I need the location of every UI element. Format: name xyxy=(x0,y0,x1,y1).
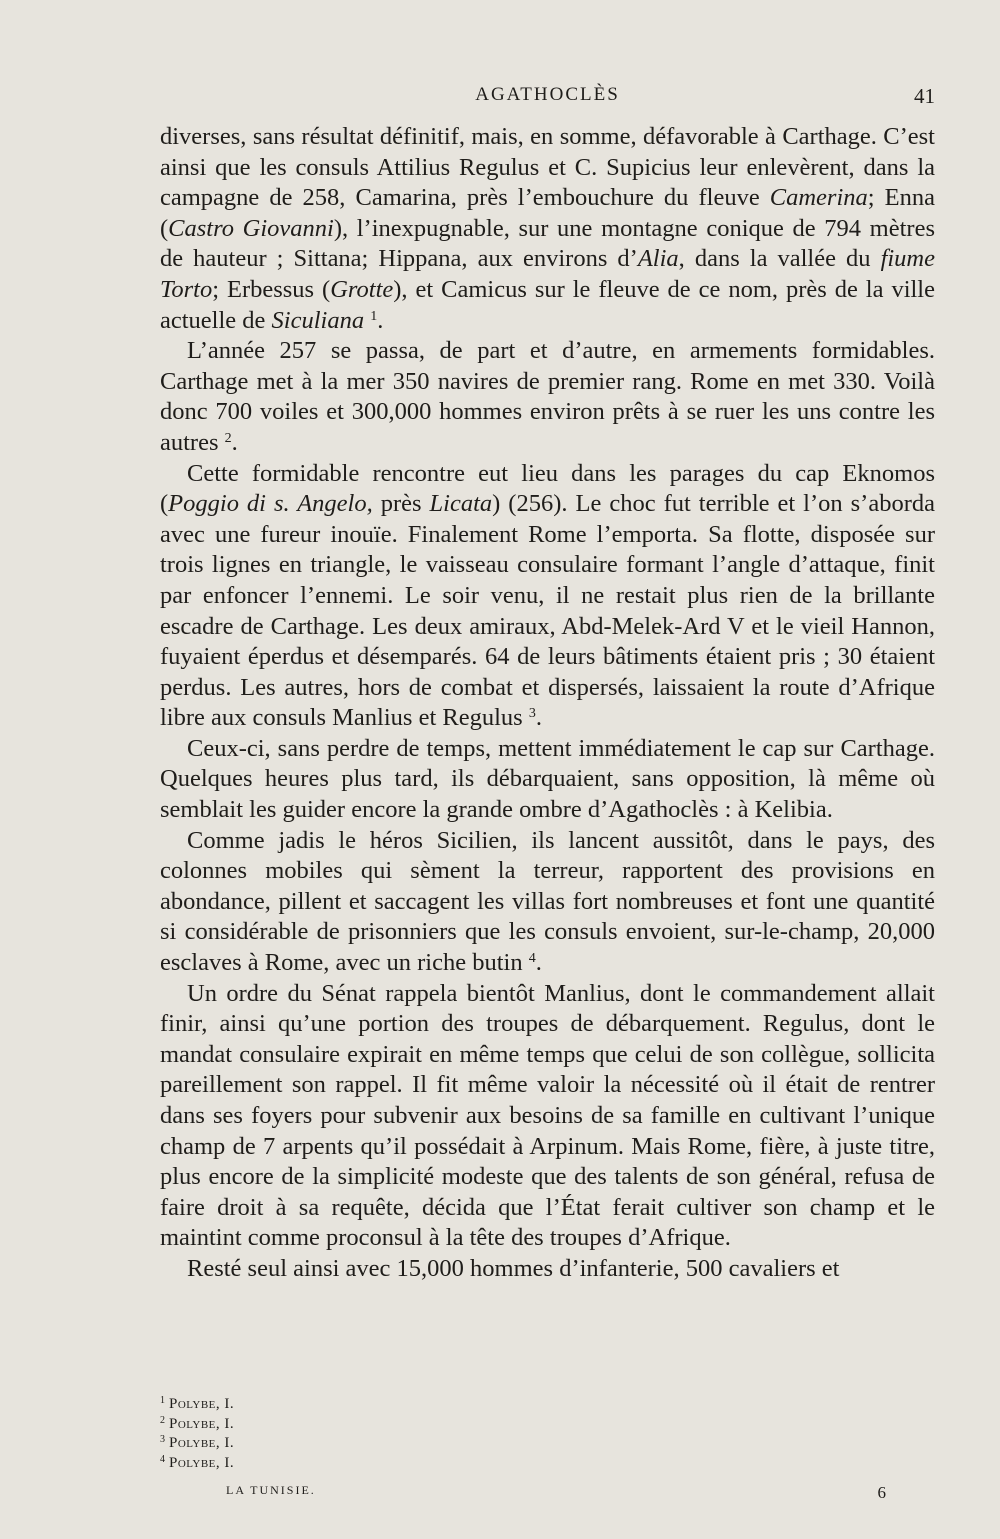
footnote xyxy=(160,1415,460,1435)
footnote-reference: 3 xyxy=(528,706,536,722)
italic-text: Alia xyxy=(637,245,679,273)
text-segment: . xyxy=(535,949,542,977)
text-segment: L’année 257 se passa, de part et d’autre, en armements formidables. Carthage met à la mer 350 navires de premier rang. Rome en met 330. Voilà donc 700 voiles et 300,000 hommes environ prêts à se ruer les uns contre les autres xyxy=(160,337,935,456)
italic-text: Camerina xyxy=(769,184,868,212)
text-segment: Resté seul ainsi avec 15,000 hommes d’infanterie, 500 cavaliers et xyxy=(187,1254,840,1282)
text-segment: , dans la vallée du xyxy=(678,245,881,273)
paragraph xyxy=(160,826,935,979)
footnote-mark: 2 xyxy=(160,1414,165,1426)
signature-title: LA TUNISIE. xyxy=(226,1483,316,1497)
paragraph xyxy=(160,122,935,336)
italic-text: Poggio di s. Angelo, xyxy=(168,490,373,518)
footnote-text: Polybe, I. xyxy=(169,1415,235,1432)
running-title: AGATHOCLÈS xyxy=(475,84,620,105)
text-segment: ; Erbessus ( xyxy=(212,275,331,303)
footnote-reference: 1 xyxy=(370,308,378,324)
italic-text: Castro Giovanni xyxy=(168,214,334,242)
text-segment: . xyxy=(231,428,238,456)
text-segment: ; Enna ( xyxy=(160,184,935,242)
text-segment: Ceux-ci, sans perdre de temps, mettent immédiatement le cap sur Carthage. Quelques heures plus tard, ils débarquaient, sans opposition, là même où semblait les guider encore la grande ombre d’Agathoclès : à Kelibia. xyxy=(160,734,935,824)
text-segment: ), et Camicus sur le fleuve de ce nom, près de la ville actuelle de xyxy=(160,275,935,334)
italic-text: fiume Torto xyxy=(160,245,935,303)
footnote-mark: 4 xyxy=(160,1453,165,1465)
footnote-text: Polybe, I. xyxy=(169,1435,235,1452)
text-segment: ) (256). Le choc fut terrible et l’on s’aborda avec une fureur inouïe. Finalement Rome l’emporta. Sa flotte, disposée sur trois lignes en triangle, le vaisseau consulaire formant l’angle d’attaque, finit par enfoncer l’ennemi. Le soir venu, il ne restait plus rien de la brillante escadre de Carthage. Les deux amiraux, Abd-Melek-Ard V et le vieil Hannon, fuyaient éperdus et désemparés. 64 de leurs bâtiments étaient pris ; 30 étaient perdus. Les autres, hors de combat et dispersés, laissaient la route d’Afrique libre aux consuls Manlius et Regulus xyxy=(160,490,935,732)
footnote-mark: 1 xyxy=(160,1395,165,1406)
running-head xyxy=(160,84,935,118)
footnotes xyxy=(160,1395,460,1473)
footnote xyxy=(160,1395,460,1415)
signature-mark: 6 xyxy=(877,1483,886,1502)
footnote xyxy=(160,1454,460,1474)
footnote-reference: 4 xyxy=(528,951,536,967)
footnote-reference: 2 xyxy=(224,430,232,446)
footnote xyxy=(160,1434,460,1454)
text-segment: . xyxy=(535,704,542,732)
text-segment: diverses, sans résultat définitif, mais, en somme, défavorable à Carthage. C’est ainsi que les consuls Attilius Regulus et C. Supicius leur enlevèrent, dans la campagne de 258, Camarina, près l’embouchure du fleuve xyxy=(160,123,935,212)
paragraph xyxy=(160,734,935,826)
italic-text: Licata xyxy=(429,490,493,518)
paragraph xyxy=(160,336,935,458)
page-number: 41 xyxy=(914,84,935,108)
text-segment: Un ordre du Sénat rappela bientôt Manlius, dont le commandement allait finir, ainsi qu’une portion des troupes de débarquement. Regulus, dont le mandat consulaire expirait en même temps que celui de son collègue, sollicita pareillement son rappel. Il fit même valoir la nécessité où il était de rentrer dans ses foyers pour subvenir aux besoins de sa famille en cultivant l’unique champ de 7 arpents qu’il possédait à Arpinum. Mais Rome, fière, à juste titre, plus encore de la simplicité modeste que des talents de son général, refusa de faire droit à sa requête, décida que l’État ferait cultiver son champ et le maintint comme proconsul à la tête des troupes d’Afrique. xyxy=(160,979,935,1252)
text-segment: Comme jadis le héros Sicilien, ils lancent aussitôt, dans le pays, des colonnes mobiles qui sèment la terreur, rapportent des provisions en abondance, pillent et saccagent les villas fort nombreuses et font une quantité si considérable de prisonniers que les consuls envoient, sur-le-champ, 20,000 esclaves à Rome, avec un riche butin xyxy=(160,826,935,977)
footnote-mark: 3 xyxy=(160,1434,165,1446)
italic-text: Grotte xyxy=(330,275,394,303)
text-segment: . xyxy=(377,306,384,334)
paragraph xyxy=(160,459,935,734)
footnote-text: Polybe, I. xyxy=(169,1396,235,1412)
text-segment: ), l’inexpugnable, sur une montagne conique de 794 mètres de hauteur ; Sittana; Hippana, aux environs d’ xyxy=(160,214,935,273)
body-text xyxy=(160,122,935,1285)
text-segment: Cette formidable rencontre eut lieu dans les parages du cap Eknomos ( xyxy=(160,459,935,518)
text-segment: près xyxy=(372,490,430,518)
footnote-text: Polybe, I. xyxy=(169,1454,235,1471)
italic-text: Siculiana xyxy=(271,306,365,334)
paragraph xyxy=(160,979,935,1254)
signature-line xyxy=(226,1483,886,1507)
paragraph xyxy=(160,1254,935,1285)
